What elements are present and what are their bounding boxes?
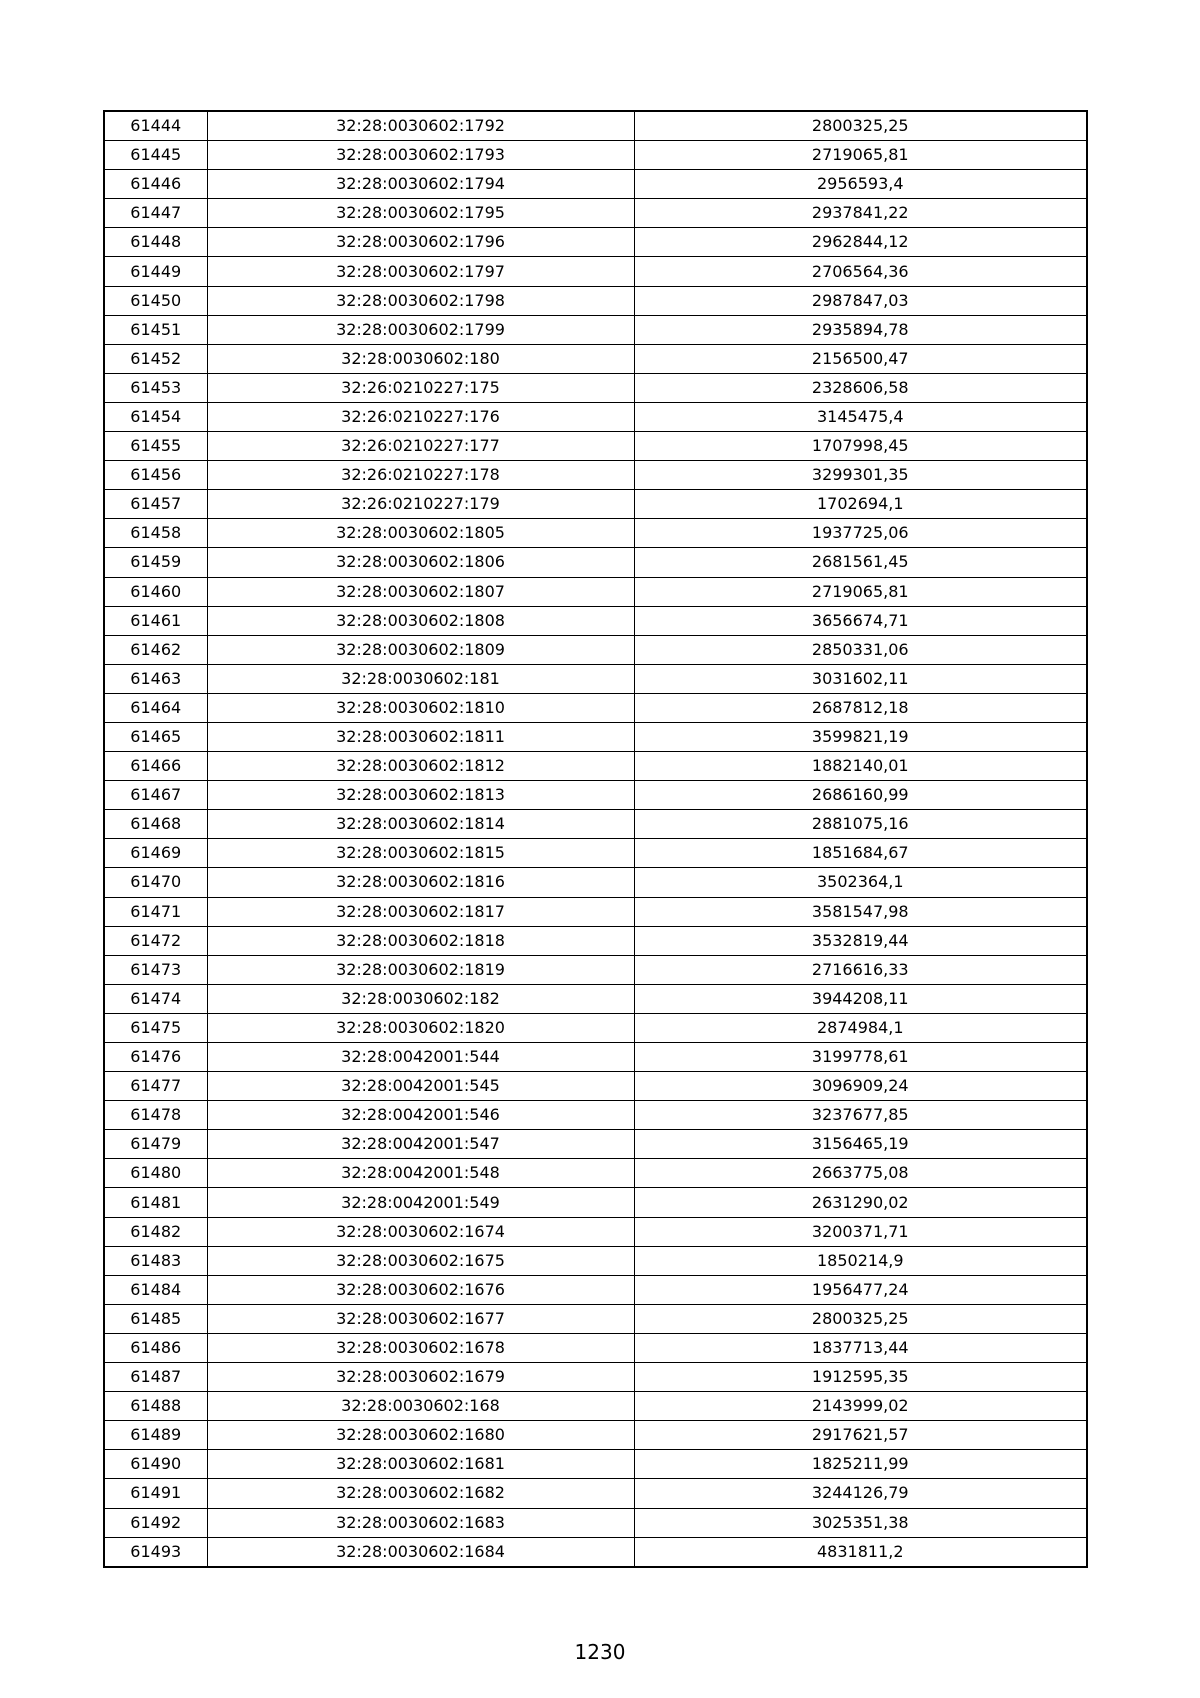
value-cell: 2935894,78 <box>634 315 1087 344</box>
value-cell: 1850214,9 <box>634 1246 1087 1275</box>
row-number-cell: 61451 <box>104 315 207 344</box>
cadastral-number-cell: 32:28:0042001:546 <box>207 1101 634 1130</box>
cadastral-number-cell: 32:28:0030602:181 <box>207 664 634 693</box>
row-number-cell: 61445 <box>104 141 207 170</box>
table-row <box>104 1392 1087 1421</box>
row-number-cell: 61474 <box>104 984 207 1013</box>
value-cell: 3599821,19 <box>634 722 1087 751</box>
value-cell: 2681561,45 <box>634 548 1087 577</box>
value-cell: 3656674,71 <box>634 606 1087 635</box>
table-row <box>104 577 1087 606</box>
value-cell: 1851684,67 <box>634 839 1087 868</box>
value-cell: 2719065,81 <box>634 141 1087 170</box>
table-row <box>104 1072 1087 1101</box>
table-row <box>104 199 1087 228</box>
cadastral-number-cell: 32:28:0030602:1792 <box>207 111 634 141</box>
table-row <box>104 926 1087 955</box>
row-number-cell: 61468 <box>104 810 207 839</box>
value-cell: 3096909,24 <box>634 1072 1087 1101</box>
table-row <box>104 1363 1087 1392</box>
row-number-cell: 61462 <box>104 635 207 664</box>
cadastral-number-cell: 32:28:0030602:1677 <box>207 1304 634 1333</box>
table-row <box>104 111 1087 141</box>
value-cell: 2143999,02 <box>634 1392 1087 1421</box>
row-number-cell: 61470 <box>104 868 207 897</box>
row-number-cell: 61490 <box>104 1450 207 1479</box>
table-row <box>104 897 1087 926</box>
table-row <box>104 1101 1087 1130</box>
cadastral-number-cell: 32:28:0030602:1820 <box>207 1013 634 1042</box>
table-row <box>104 693 1087 722</box>
cadastral-number-cell: 32:28:0030602:1810 <box>207 693 634 722</box>
value-cell: 3944208,11 <box>634 984 1087 1013</box>
cadastral-number-cell: 32:28:0042001:549 <box>207 1188 634 1217</box>
value-cell: 2800325,25 <box>634 111 1087 141</box>
page-number: 1230 <box>574 1640 626 1664</box>
cadastre-value-table <box>103 110 1088 1568</box>
value-cell: 2663775,08 <box>634 1159 1087 1188</box>
cadastral-number-cell: 32:26:0210227:176 <box>207 402 634 431</box>
table-row <box>104 606 1087 635</box>
cadastral-number-cell: 32:28:0042001:548 <box>207 1159 634 1188</box>
cadastral-number-cell: 32:28:0030602:1795 <box>207 199 634 228</box>
cadastral-number-cell: 32:28:0030602:1682 <box>207 1479 634 1508</box>
cadastral-number-cell: 32:28:0030602:1797 <box>207 257 634 286</box>
value-cell: 4831811,2 <box>634 1537 1087 1567</box>
table-row <box>104 519 1087 548</box>
value-cell: 3237677,85 <box>634 1101 1087 1130</box>
value-cell: 2956593,4 <box>634 170 1087 199</box>
value-cell: 1825211,99 <box>634 1450 1087 1479</box>
cadastral-number-cell: 32:28:0030602:1809 <box>207 635 634 664</box>
row-number-cell: 61456 <box>104 461 207 490</box>
cadastral-number-cell: 32:28:0030602:1799 <box>207 315 634 344</box>
row-number-cell: 61466 <box>104 752 207 781</box>
value-cell: 3502364,1 <box>634 868 1087 897</box>
table-row <box>104 1450 1087 1479</box>
table-row <box>104 1246 1087 1275</box>
cadastral-number-cell: 32:28:0030602:1684 <box>207 1537 634 1567</box>
cadastral-number-cell: 32:28:0030602:1814 <box>207 810 634 839</box>
value-cell: 2328606,58 <box>634 373 1087 402</box>
value-cell: 2987847,03 <box>634 286 1087 315</box>
table-row <box>104 373 1087 402</box>
table-row <box>104 461 1087 490</box>
row-number-cell: 61467 <box>104 781 207 810</box>
value-cell: 3532819,44 <box>634 926 1087 955</box>
table-row <box>104 170 1087 199</box>
value-cell: 2937841,22 <box>634 199 1087 228</box>
row-number-cell: 61492 <box>104 1508 207 1537</box>
table-row <box>104 781 1087 810</box>
row-number-cell: 61486 <box>104 1333 207 1362</box>
row-number-cell: 61459 <box>104 548 207 577</box>
row-number-cell: 61484 <box>104 1275 207 1304</box>
table-row <box>104 868 1087 897</box>
cadastral-number-cell: 32:28:0030602:1679 <box>207 1363 634 1392</box>
table-row <box>104 1130 1087 1159</box>
cadastral-number-cell: 32:26:0210227:177 <box>207 432 634 461</box>
cadastral-number-cell: 32:26:0210227:175 <box>207 373 634 402</box>
row-number-cell: 61471 <box>104 897 207 926</box>
cadastral-number-cell: 32:28:0030602:168 <box>207 1392 634 1421</box>
row-number-cell: 61478 <box>104 1101 207 1130</box>
table-row <box>104 810 1087 839</box>
cadastral-number-cell: 32:28:0030602:1676 <box>207 1275 634 1304</box>
row-number-cell: 61449 <box>104 257 207 286</box>
table-row <box>104 1188 1087 1217</box>
value-cell: 2687812,18 <box>634 693 1087 722</box>
row-number-cell: 61469 <box>104 839 207 868</box>
cadastral-number-cell: 32:28:0030602:1816 <box>207 868 634 897</box>
row-number-cell: 61480 <box>104 1159 207 1188</box>
row-number-cell: 61479 <box>104 1130 207 1159</box>
table-row <box>104 1013 1087 1042</box>
value-cell: 2719065,81 <box>634 577 1087 606</box>
row-number-cell: 61488 <box>104 1392 207 1421</box>
table-body <box>104 111 1087 1567</box>
value-cell: 3200371,71 <box>634 1217 1087 1246</box>
row-number-cell: 61483 <box>104 1246 207 1275</box>
row-number-cell: 61477 <box>104 1072 207 1101</box>
table-row <box>104 548 1087 577</box>
row-number-cell: 61455 <box>104 432 207 461</box>
value-cell: 2850331,06 <box>634 635 1087 664</box>
value-cell: 1882140,01 <box>634 752 1087 781</box>
value-cell: 1956477,24 <box>634 1275 1087 1304</box>
row-number-cell: 61491 <box>104 1479 207 1508</box>
table-row <box>104 1421 1087 1450</box>
value-cell: 3031602,11 <box>634 664 1087 693</box>
cadastral-number-cell: 32:28:0030602:1793 <box>207 141 634 170</box>
cadastral-number-cell: 32:28:0030602:1798 <box>207 286 634 315</box>
table-row <box>104 955 1087 984</box>
cadastral-number-cell: 32:28:0030602:1794 <box>207 170 634 199</box>
table-row <box>104 664 1087 693</box>
cadastral-number-cell: 32:28:0030602:1796 <box>207 228 634 257</box>
value-cell: 1837713,44 <box>634 1333 1087 1362</box>
table-row <box>104 286 1087 315</box>
value-cell: 3299301,35 <box>634 461 1087 490</box>
row-number-cell: 61452 <box>104 344 207 373</box>
value-cell: 3199778,61 <box>634 1043 1087 1072</box>
row-number-cell: 61461 <box>104 606 207 635</box>
table-row <box>104 1508 1087 1537</box>
table-row <box>104 839 1087 868</box>
table-row <box>104 1479 1087 1508</box>
table-row <box>104 228 1087 257</box>
row-number-cell: 61475 <box>104 1013 207 1042</box>
table-row <box>104 432 1087 461</box>
row-number-cell: 61487 <box>104 1363 207 1392</box>
table-row <box>104 257 1087 286</box>
cadastral-number-cell: 32:28:0030602:1805 <box>207 519 634 548</box>
cadastral-number-cell: 32:26:0210227:178 <box>207 461 634 490</box>
table-row <box>104 344 1087 373</box>
cadastral-number-cell: 32:28:0042001:547 <box>207 1130 634 1159</box>
table-row <box>104 1304 1087 1333</box>
cadastral-number-cell: 32:28:0030602:180 <box>207 344 634 373</box>
value-cell: 2706564,36 <box>634 257 1087 286</box>
row-number-cell: 61448 <box>104 228 207 257</box>
row-number-cell: 61458 <box>104 519 207 548</box>
row-number-cell: 61447 <box>104 199 207 228</box>
cadastral-number-cell: 32:28:0030602:1812 <box>207 752 634 781</box>
cadastral-number-cell: 32:28:0030602:1815 <box>207 839 634 868</box>
cadastral-number-cell: 32:28:0030602:1678 <box>207 1333 634 1362</box>
value-cell: 3581547,98 <box>634 897 1087 926</box>
value-cell: 2156500,47 <box>634 344 1087 373</box>
value-cell: 3025351,38 <box>634 1508 1087 1537</box>
row-number-cell: 61457 <box>104 490 207 519</box>
cadastral-number-cell: 32:28:0042001:544 <box>207 1043 634 1072</box>
row-number-cell: 61464 <box>104 693 207 722</box>
row-number-cell: 61489 <box>104 1421 207 1450</box>
table-row <box>104 1333 1087 1362</box>
value-cell: 3156465,19 <box>634 1130 1087 1159</box>
cadastral-number-cell: 32:28:0030602:1813 <box>207 781 634 810</box>
cadastral-number-cell: 32:28:0030602:1683 <box>207 1508 634 1537</box>
table-row <box>104 315 1087 344</box>
value-cell: 1702694,1 <box>634 490 1087 519</box>
value-cell: 2631290,02 <box>634 1188 1087 1217</box>
row-number-cell: 61444 <box>104 111 207 141</box>
row-number-cell: 61481 <box>104 1188 207 1217</box>
table-row <box>104 635 1087 664</box>
row-number-cell: 61482 <box>104 1217 207 1246</box>
table-row <box>104 1159 1087 1188</box>
value-cell: 2686160,99 <box>634 781 1087 810</box>
row-number-cell: 61454 <box>104 402 207 431</box>
cadastral-number-cell: 32:28:0030602:1681 <box>207 1450 634 1479</box>
value-cell: 1937725,06 <box>634 519 1087 548</box>
row-number-cell: 61463 <box>104 664 207 693</box>
cadastral-number-cell: 32:26:0210227:179 <box>207 490 634 519</box>
table-row <box>104 490 1087 519</box>
value-cell: 2962844,12 <box>634 228 1087 257</box>
cadastral-number-cell: 32:28:0030602:1818 <box>207 926 634 955</box>
row-number-cell: 61476 <box>104 1043 207 1072</box>
cadastral-number-cell: 32:28:0030602:1817 <box>207 897 634 926</box>
row-number-cell: 61450 <box>104 286 207 315</box>
table-row <box>104 752 1087 781</box>
cadastral-number-cell: 32:28:0030602:1811 <box>207 722 634 751</box>
table-row <box>104 141 1087 170</box>
cadastral-number-cell: 32:28:0030602:182 <box>207 984 634 1013</box>
value-cell: 2716616,33 <box>634 955 1087 984</box>
cadastral-number-cell: 32:28:0030602:1675 <box>207 1246 634 1275</box>
cadastral-number-cell: 32:28:0030602:1807 <box>207 577 634 606</box>
value-cell: 3244126,79 <box>634 1479 1087 1508</box>
cadastral-number-cell: 32:28:0030602:1680 <box>207 1421 634 1450</box>
table-row <box>104 1043 1087 1072</box>
table-row <box>104 402 1087 431</box>
row-number-cell: 61472 <box>104 926 207 955</box>
value-cell: 1912595,35 <box>634 1363 1087 1392</box>
table-row <box>104 722 1087 751</box>
row-number-cell: 61453 <box>104 373 207 402</box>
value-cell: 2917621,57 <box>634 1421 1087 1450</box>
table-row <box>104 1217 1087 1246</box>
row-number-cell: 61485 <box>104 1304 207 1333</box>
row-number-cell: 61493 <box>104 1537 207 1567</box>
table-row <box>104 1275 1087 1304</box>
row-number-cell: 61460 <box>104 577 207 606</box>
cadastral-number-cell: 32:28:0042001:545 <box>207 1072 634 1101</box>
table-row <box>104 984 1087 1013</box>
value-cell: 2874984,1 <box>634 1013 1087 1042</box>
row-number-cell: 61446 <box>104 170 207 199</box>
row-number-cell: 61473 <box>104 955 207 984</box>
value-cell: 2800325,25 <box>634 1304 1087 1333</box>
row-number-cell: 61465 <box>104 722 207 751</box>
value-cell: 1707998,45 <box>634 432 1087 461</box>
cadastral-number-cell: 32:28:0030602:1806 <box>207 548 634 577</box>
value-cell: 2881075,16 <box>634 810 1087 839</box>
cadastral-number-cell: 32:28:0030602:1808 <box>207 606 634 635</box>
cadastral-number-cell: 32:28:0030602:1819 <box>207 955 634 984</box>
table-row <box>104 1537 1087 1567</box>
cadastral-number-cell: 32:28:0030602:1674 <box>207 1217 634 1246</box>
value-cell: 3145475,4 <box>634 402 1087 431</box>
